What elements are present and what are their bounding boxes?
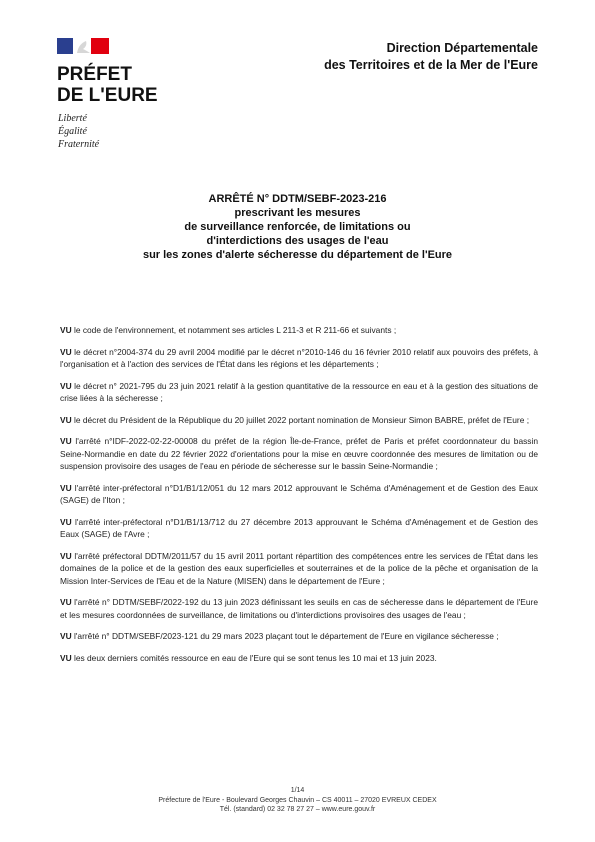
visa-vu: VU [60,380,72,391]
visa-vu: VU [60,597,72,607]
visa-item [60,414,538,427]
visa-text: l'arrêté n° DDTM/SEBF/2023-121 du 29 mars 2023 plaçant tout le département de l'Eure en vigilance sécheresse ; [71,631,499,641]
arrete-title-line3: de surveillance renforcée, de limitations ou [184,221,411,233]
visa-list [60,324,538,673]
motto-egalite: Égalité [58,126,87,137]
footer-address: Préfecture de l'Eure - Boulevard Georges Chauvin – CS 40011 – 27020 EVREUX CEDEX [158,796,437,804]
visa-vu: VU [60,346,72,357]
visa-text: les deux derniers comités ressource en eau de l'Eure qui se sont tenus les 10 mai et 13 juin 2023. [71,652,437,663]
visa-text: le code de l'environnement, et notamment ses articles L 211-3 et R 211-66 et suivants ; [71,325,397,335]
visa-item [60,550,538,588]
visa-item [60,346,538,371]
page-footer [60,786,535,815]
page-number: 1/14 [290,787,305,794]
prefet-title [57,64,158,106]
visa-vu: VU [60,325,72,335]
visa-item [60,652,538,665]
motto-fraternite: Fraternité [58,139,100,150]
visa-vu: VU [60,436,72,446]
visa-vu: VU [60,652,72,663]
marianne-logo-icon [57,38,109,54]
arrete-title-line2: prescrivant les mesures [234,207,361,219]
visa-item [60,435,538,473]
visa-vu: VU [60,631,72,641]
arrete-title-line5: sur les zones d'alerte sécheresse du département de l'Eure [142,249,453,261]
visa-item [60,380,538,405]
visa-item [60,482,538,507]
arrete-title [60,192,535,262]
visa-text: l'arrêté inter-préfectoral n°D1/B1/12/051 du 12 mars 2012 approuvant le Schéma d'Aménagement et de Gestion des Eaux (SAGE) de l'Iton ; [60,482,538,505]
republic-motto [58,112,99,151]
direction-line2: des Territoires et de la Mer de l'Eure [324,58,538,72]
visa-text: le décret du Président de la République du 20 juillet 2022 portant nomination de Monsieur Simon BABRE, préfet de l'Eure ; [71,414,530,425]
prefet-title-line2: DE L'EURE [57,85,158,106]
issuing-direction [324,40,538,74]
arrete-number: ARRÊTÉ N° DDTM/SEBF-2023-216 [208,193,387,205]
visa-text: l'arrêté inter-préfectoral n°D1/B1/13/712 du 27 décembre 2013 approuvant le Schéma d'Aménagement et de Gestion des Eaux (SAGE) de l'Avre ; [60,516,538,539]
arrete-title-line4: d'interdictions des usages de l'eau [206,235,389,247]
visa-item [60,596,538,621]
visa-vu: VU [60,550,72,561]
visa-item [60,516,538,541]
visa-item [60,324,538,337]
visa-vu: VU [60,482,72,493]
visa-text: l'arrêté préfectoral DDTM/2011/57 du 15 avril 2011 portant répartition des compétences entre les services de l'État dans les domaines de la police et de la gestion des eaux superficielles et souterraines et de la police de la pêche et organisation de la Mission Inter-Services de l'Eau et de la Nature (MISEN) dans le département de l'Eure ; [60,550,538,586]
motto-liberte: Liberté [58,113,87,124]
visa-vu: VU [60,414,72,425]
visa-text: le décret n° 2021-795 du 23 juin 2021 relatif à la gestion quantitative de la ressource en eau et à la gestion des situations de crise liées à la sécheresse ; [60,380,538,403]
visa-text: l'arrêté n°IDF-2022-02-22-00008 du préfet de la région Île-de-France, préfet de Paris et préfet coordonnateur du bassin Seine-Normandie en date du 22 février 2022 d'orientations pour la mise en œuvre coordonnée des mesures de limitation ou de suspension provisoire des usages de l'eau en période de sécheresse sur le bassin Seine-Normandie ; [60,436,538,471]
footer-contact: Tél. (standard) 02 32 78 27 27 – www.eure.gouv.fr [219,806,376,813]
visa-text: l'arrêté n° DDTM/SEBF/2022-192 du 13 juin 2023 définissant les seuils en cas de sécheresse dans le département de l'Eure et les mesures coordonnées de surveillance, de limitations ou d'interdictions provisoires des usages de l'eau ; [60,597,538,620]
visa-text: le décret n°2004-374 du 29 avril 2004 modifié par le décret n°2010-146 du 16 février 2010 relatif aux pouvoirs des préfets, à l'organisation et à l'action des services de l'État dans les régions et les départements ; [60,346,538,369]
visa-item [60,630,538,643]
prefet-title-line1: PRÉFET [57,64,132,85]
visa-vu: VU [60,516,72,527]
direction-line1: Direction Départementale [386,41,538,55]
